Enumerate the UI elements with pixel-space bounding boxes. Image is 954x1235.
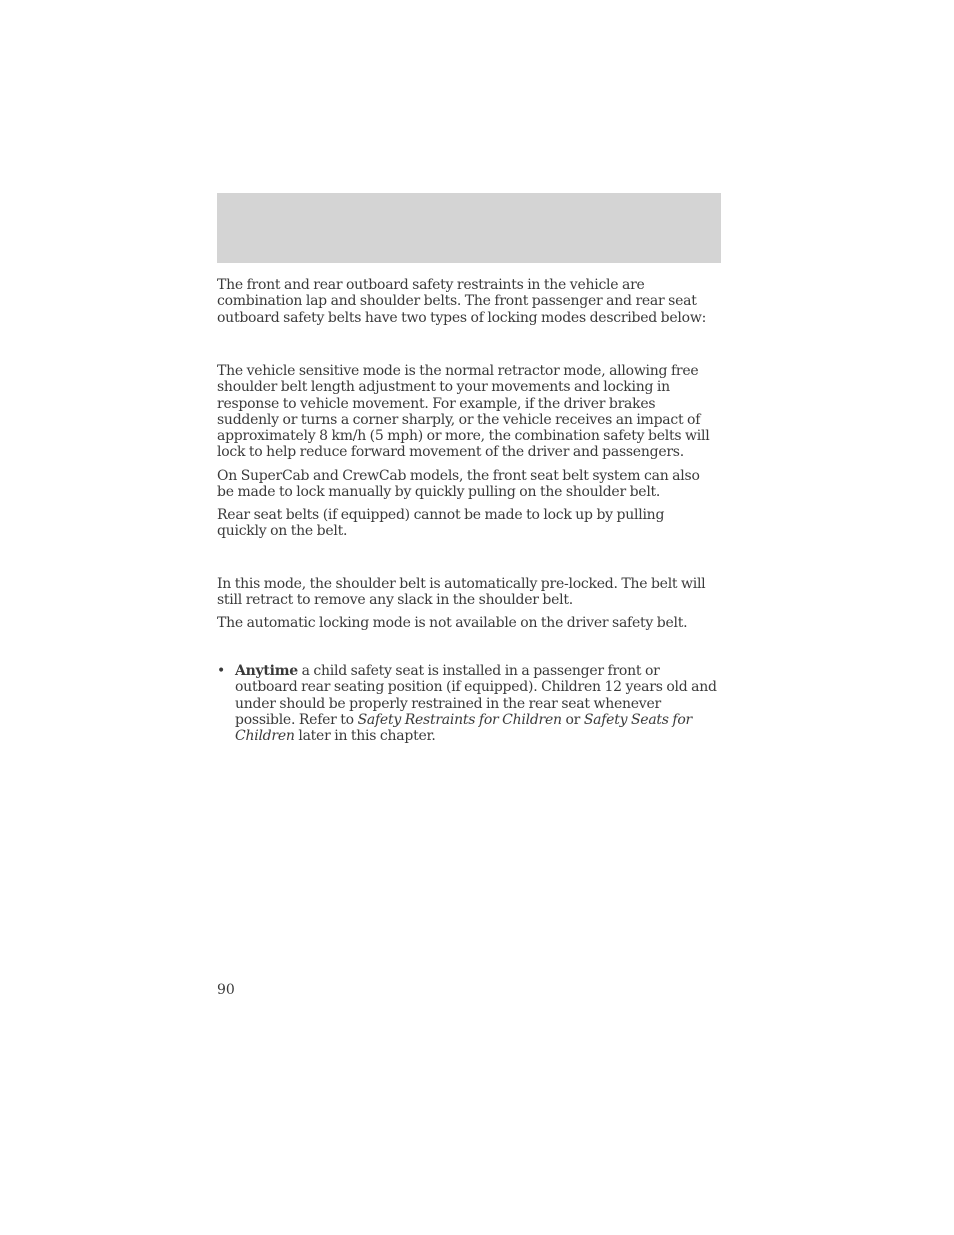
- bullet-line: [235, 728, 717, 744]
- page-number: 90: [217, 982, 235, 998]
- cross-reference: Children: [235, 728, 295, 745]
- vehicle-sensitive-line: suddenly or turns a corner sharply, or the vehicle receives an impact of: [217, 411, 701, 428]
- rear-seat-line: Rear seat belts (if equipped) cannot be made to lock up by pulling: [217, 507, 665, 523]
- vehicle-sensitive-paragraph: [217, 363, 727, 461]
- not-available-line: The automatic locking mode is not available on the driver safety belt.: [217, 615, 688, 631]
- automatic-mode-line: In this mode, the shoulder belt is automatically pre-locked. The belt will: [217, 576, 706, 592]
- supercab-paragraph: [217, 468, 727, 501]
- bold-lead: Anytime: [235, 663, 298, 679]
- bullet-line: outboard rear seating position (if equipped). Children 12 years old and: [235, 679, 717, 696]
- bullet-line-text: or: [561, 711, 584, 728]
- rear-seat-line: quickly on the belt.: [217, 523, 348, 540]
- intro-line: combination lap and shoulder belts. The front passenger and rear seat: [217, 293, 697, 310]
- bullet-line: [235, 712, 717, 728]
- supercab-line: On SuperCab and CrewCab models, the front seat belt system can also: [217, 468, 700, 484]
- bullet-text: [235, 663, 717, 744]
- intro-paragraph: [217, 277, 727, 326]
- intro-line: The front and rear outboard safety restraints in the vehicle are: [217, 277, 645, 293]
- supercab-line: be made to lock manually by quickly pulling on the shoulder belt.: [217, 484, 661, 501]
- section-header-band: [217, 193, 721, 263]
- bullet-line-text: possible. Refer to: [235, 711, 358, 728]
- not-available-paragraph: [217, 615, 727, 631]
- vehicle-sensitive-line: shoulder belt length adjustment to your movements and locking in: [217, 379, 670, 396]
- vehicle-sensitive-line: The vehicle sensitive mode is the normal retractor mode, allowing free: [217, 363, 699, 379]
- bullet-line: under should be properly restrained in the rear seat whenever: [235, 695, 661, 712]
- rear-seat-paragraph: [217, 507, 727, 540]
- automatic-mode-line: still retract to remove any slack in the shoulder belt.: [217, 592, 573, 609]
- vehicle-sensitive-line: lock to help reduce forward movement of the driver and passengers.: [217, 444, 684, 461]
- automatic-mode-paragraph: [217, 576, 727, 609]
- cross-reference: Safety Restraints for Children: [357, 711, 562, 728]
- bullet-icon: •: [217, 663, 226, 679]
- vehicle-sensitive-line: response to vehicle movement. For example, if the driver brakes: [217, 395, 656, 412]
- vehicle-sensitive-line: approximately 8 km/h (5 mph) or more, the combination safety belts will: [217, 428, 710, 445]
- bullet-line-text: a child safety seat is installed in a passenger front or: [297, 663, 660, 679]
- bullet-line: [235, 663, 717, 679]
- intro-line: outboard safety belts have two types of locking modes described below:: [217, 309, 707, 326]
- cross-reference: Safety Seats for: [583, 711, 692, 728]
- bullet-line-text: later in this chapter.: [294, 728, 436, 745]
